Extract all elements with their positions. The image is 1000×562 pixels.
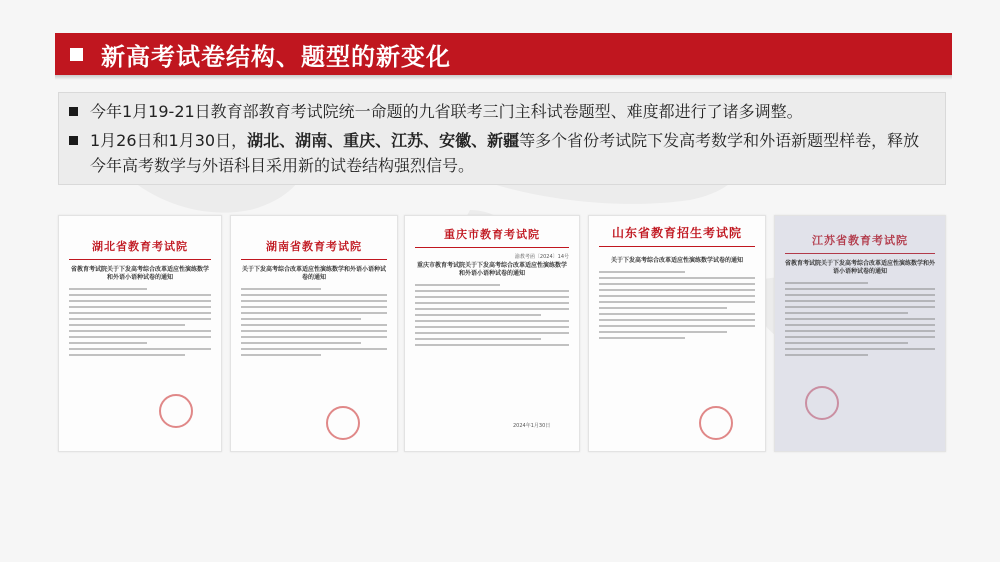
info-box [58, 92, 946, 185]
document-subject: 关于下发高考综合改革适应性演练数学试卷的通知 [610, 257, 743, 264]
document-thumbnail-hubei[interactable] [58, 215, 222, 452]
document-body-lines [785, 282, 935, 356]
red-seal-stamp [805, 386, 839, 420]
document-header-rule [785, 253, 935, 254]
bullet-text [90, 128, 935, 178]
document-header: 山东省教育招生考试院 [611, 226, 742, 240]
red-seal-stamp [699, 406, 733, 440]
document-header: 湖北省教育考试院 [92, 240, 188, 253]
bullet-text-lead: 1月26日和1月30日， [90, 131, 248, 150]
document-header-rule [69, 259, 211, 260]
bullet-item [69, 99, 935, 124]
title-bar-shadow [55, 75, 952, 80]
document-body-lines [241, 288, 387, 356]
document-body-lines [599, 271, 755, 339]
document-subject: 省教育考试院关于下发高考综合改革适应性演练数学和外语小语种试卷的通知 [785, 260, 936, 275]
document-thumbnail-hunan[interactable] [230, 215, 398, 452]
title-bar [55, 33, 952, 75]
red-seal-stamp [159, 394, 193, 428]
red-seal-stamp [326, 406, 360, 440]
document-subject: 重庆市教育考试院关于下发高考综合改革适应性演练数学和外语小语种试卷的通知 [416, 262, 567, 277]
document-header: 重庆市教育考试院 [444, 228, 540, 241]
bullet-text: 今年1月19-21日教育部教育考试院统一命题的九省联考三门主科试卷题型、难度都进行了诸多调整。 [90, 102, 803, 121]
page-title: 新高考试卷结构、题型的新变化 [101, 42, 451, 71]
document-thumbnail-jiangsu[interactable] [774, 215, 946, 452]
bullet-text-tail: 等多个省份考试院下发高考数学和外语新题型样卷，释放今年高考数学与外语科目采用新的试卷结构强烈信号。 [90, 131, 920, 175]
title-square-icon [70, 48, 83, 61]
square-bullet-icon [69, 136, 78, 145]
document-header: 江苏省教育考试院 [812, 234, 908, 247]
document-number: 渝教考函〔2024〕14号 [514, 254, 569, 260]
document-thumbnail-chongqing[interactable] [404, 215, 580, 452]
square-bullet-icon [69, 107, 78, 116]
bullet-item [69, 128, 935, 178]
document-thumbnails [58, 215, 946, 455]
document-subject: 省教育考试院关于下发高考综合改革适应性演练数学和外语小语种试卷的通知 [70, 266, 209, 281]
province-list: 湖北、湖南、重庆、江苏、安徽、新疆 [247, 131, 520, 150]
document-header-rule [241, 259, 387, 260]
document-thumbnail-shandong[interactable] [588, 215, 766, 452]
document-header: 湖南省教育考试院 [266, 240, 362, 253]
document-header-rule [599, 246, 755, 247]
document-body-lines [415, 284, 569, 346]
document-body-lines [69, 288, 211, 356]
document-header-rule [415, 247, 569, 248]
document-date: 2024年1月30日 [513, 423, 551, 429]
document-subject: 关于下发高考综合改革适应性演练数学和外语小语种试卷的通知 [241, 266, 386, 281]
